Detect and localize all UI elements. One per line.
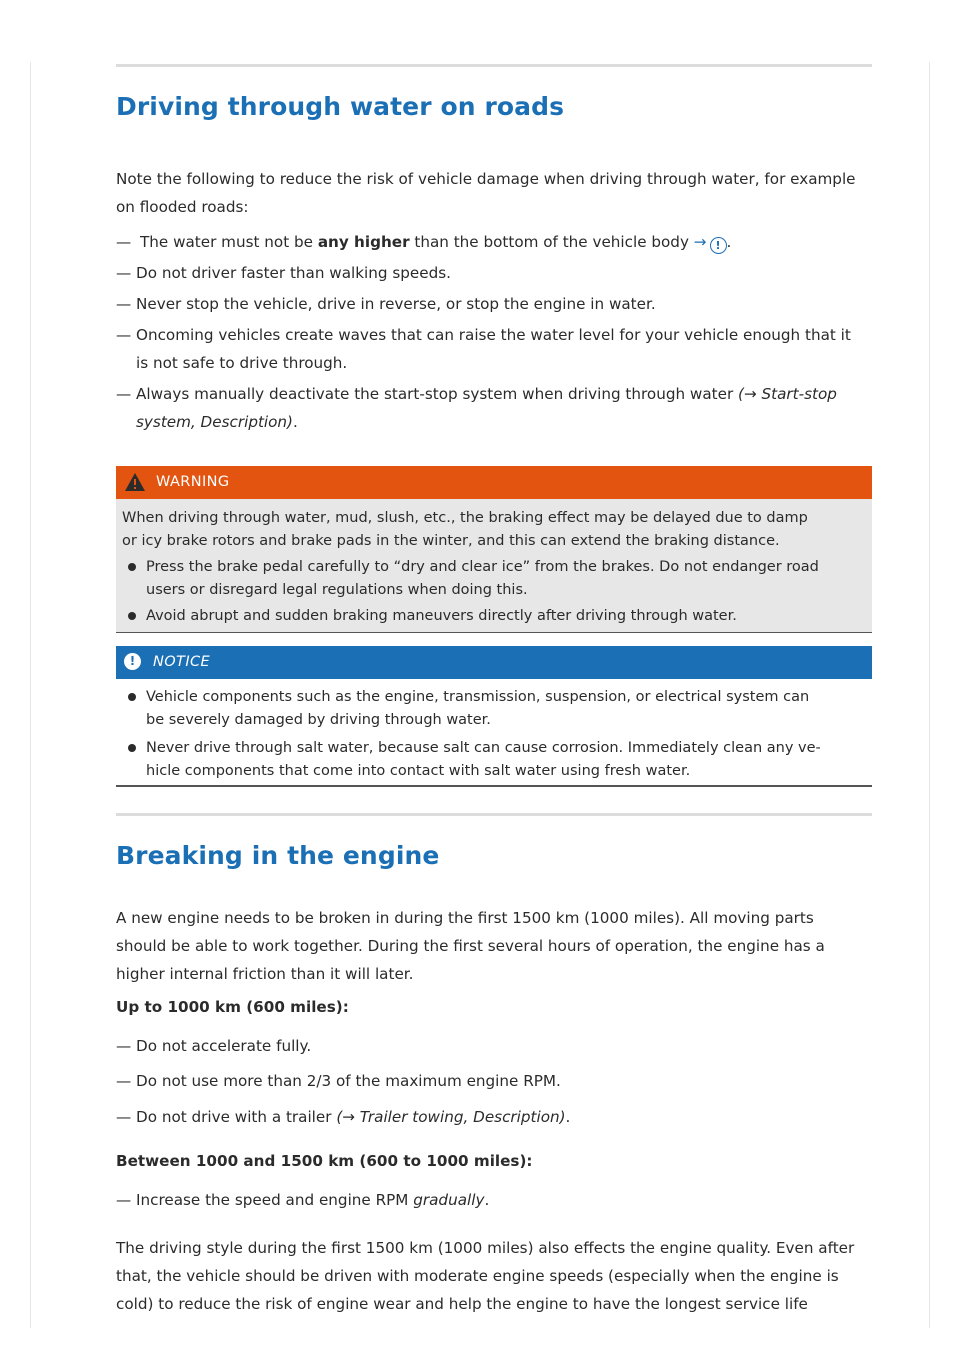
warning-bullet [146,556,866,601]
intro-line: Note the following to reduce the risk of vehicle damage when driving through water, for example [116,170,856,188]
item-text: Do not accelerate fully. [136,1037,312,1055]
intro-line: on flooded roads: [116,198,249,216]
bullet-line: Never drive through salt water, because salt can cause corrosion. Immediately clean any ve- [146,740,821,756]
closing-paragraph [116,1234,876,1318]
item-text: Never stop the vehicle, drive in reverse, or stop the engine in water. [136,295,656,313]
dash-bullet: — [116,1072,132,1090]
notice-header [116,646,872,679]
item-text: Oncoming vehicles create waves that can raise the water level for your vehicle enough that it [136,326,851,344]
section-title: Breaking in the engine [116,841,440,870]
warning-bullet [146,605,866,628]
dash-bullet: — [116,1191,132,1209]
warning-text [122,507,862,552]
list-item [116,290,876,318]
left-margin-line [30,62,31,1328]
intro-line: higher internal friction than it will later. [116,965,414,983]
closing-line: The driving style during the first 1500 km (1000 miles) also effects the engine quality. Even after [116,1239,855,1257]
bullet-line: Vehicle components such as the engine, transmission, suspension, or electrical system can [146,689,810,705]
notice-icon: ! [124,653,141,670]
item-text: . [726,233,732,251]
dash-bullet: — [116,233,132,251]
dash-bullet: — [116,1037,132,1055]
dash-bullet: — [116,295,132,313]
bullet-dot [128,612,136,620]
warning-line: When driving through water, mud, slush, etc., the braking effect may be delayed due to damp [122,510,808,526]
section-divider [116,813,872,816]
item-text: Do not use more than 2/3 of the maximum engine RPM. [136,1072,561,1090]
closing-line: cold) to reduce the risk of engine wear and help the engine to have the longest service life [116,1295,808,1313]
warning-label: WARNING [156,474,230,490]
item-emphasis: any higher [317,233,410,251]
list-item [116,228,876,256]
section-title: Driving through water on roads [116,92,565,121]
notice-bottom-rule [116,785,872,787]
closing-line: that, the vehicle should be driven with moderate engine speeds (especially when the engine is [116,1267,839,1285]
subheading: Between 1000 and 1500 km (600 to 1000 miles): [116,1152,533,1170]
subheading: Up to 1000 km (600 miles): [116,998,349,1016]
item-text: Do not drive with a trailer [136,1108,337,1126]
intro-line: should be able to work together. During the first several hours of operation, the engine has a [116,937,825,955]
bullet-line: Press the brake pedal carefully to “dry and clear ice” from the brakes. Do not endanger road [146,559,819,575]
notice-ref-icon[interactable]: ! [710,237,727,254]
item-text: The water must not be [140,233,318,251]
cross-ref-arrow-icon[interactable]: → [693,233,707,251]
dash-bullet: — [116,264,132,282]
notice-label: NOTICE [153,654,211,670]
dash-bullet: — [116,385,132,403]
notice-bullet [146,686,866,731]
item-text: is not safe to drive through. [136,354,348,372]
item-emphasis: gradually [413,1191,485,1209]
list-item [116,1032,876,1060]
cross-ref-link[interactable]: (→ Start-stop [738,385,837,403]
item-text: . [293,413,298,431]
intro-paragraph [116,904,876,988]
dash-bullet: — [116,326,132,344]
list-item [116,321,876,377]
warning-header [116,466,872,499]
right-margin-line [929,62,930,1328]
list-item [116,259,876,287]
bullet-line: Avoid abrupt and sudden braking maneuvers directly after driving through water. [146,608,737,624]
list-item [116,1186,876,1214]
warning-body [116,499,872,633]
item-text: . [484,1191,490,1209]
warning-line: or icy brake rotors and brake pads in the winter, and this can extend the braking distance. [122,532,780,549]
bullet-dot [128,693,136,701]
bullet-dot [128,563,136,571]
notice-bullet [146,737,866,782]
bullet-line: be severely damaged by driving through water. [146,711,491,728]
item-text: Increase the speed and engine RPM [136,1191,414,1209]
warning-triangle-icon [124,472,146,492]
list-item [116,1067,876,1095]
cross-ref-link[interactable]: system, Description) [136,413,293,431]
intro-line: A new engine needs to be broken in during the first 1500 km (1000 miles). All moving parts [116,909,814,927]
list-item [116,380,876,436]
item-text: . [565,1108,571,1126]
cross-ref-link[interactable]: (→ Trailer towing, Description) [336,1108,566,1126]
item-text: than the bottom of the vehicle body [409,233,694,251]
dash-bullet: — [116,1108,132,1126]
item-text: Always manually deactivate the start-stop system when driving through water [136,385,739,403]
intro-paragraph [116,165,876,221]
bullet-dot [128,744,136,752]
bullet-line: hicle components that come into contact with salt water using fresh water. [146,762,691,779]
section-divider [116,64,872,67]
bullet-line: users or disregard legal regulations when doing this. [146,581,528,598]
item-text: Do not driver faster than walking speeds. [136,264,451,282]
list-item [116,1103,876,1131]
